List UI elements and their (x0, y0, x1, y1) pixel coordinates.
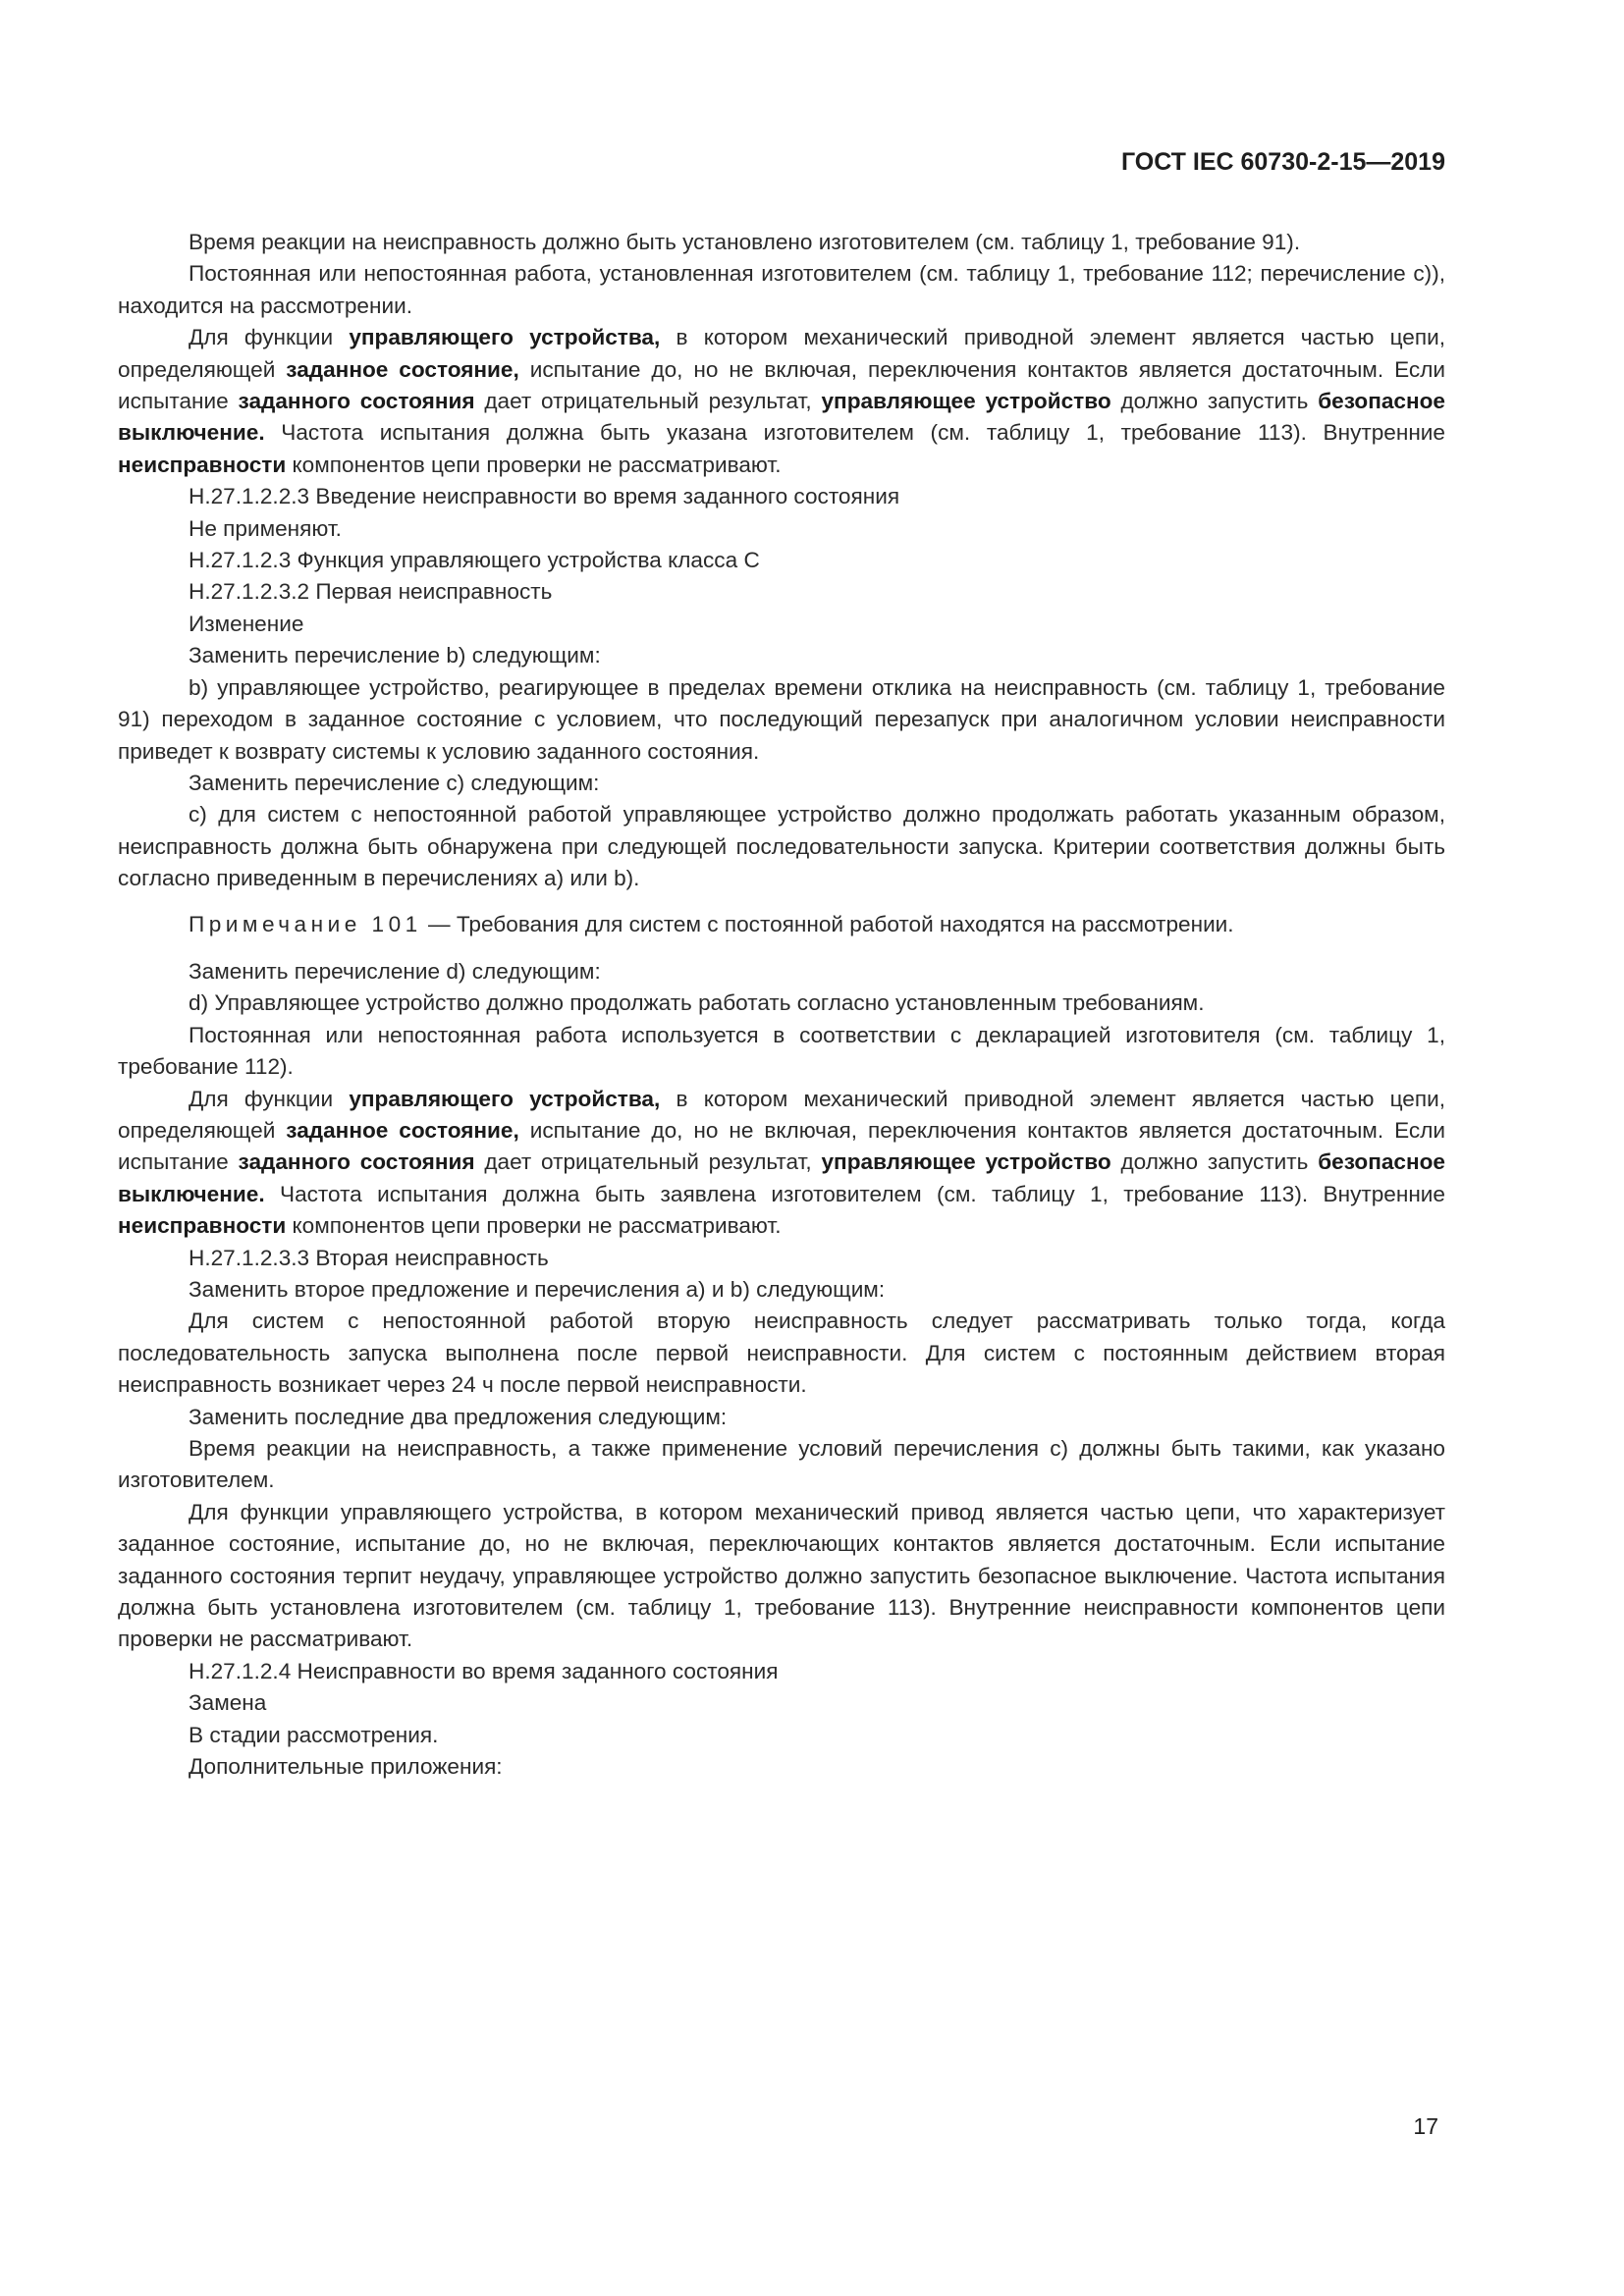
term-control: управляющее устройство (821, 1149, 1111, 1175)
text-run: Для функции (189, 325, 350, 350)
term-defined-state: заданного состояния (238, 389, 475, 414)
clause-heading: Н.27.1.2.2.3 Введение неисправности во время заданного состояния (189, 484, 900, 509)
text-run: дает отрицательный результат, (474, 389, 822, 414)
paragraph: Заменить последние два предложения следующим: (189, 1404, 728, 1429)
paragraph: Заменить перечисление с) следующим: (189, 770, 600, 795)
term-safe-shutdown: безопасное выключение. (118, 389, 1446, 446)
paragraph: Не применяют. (189, 515, 342, 541)
term-faults: неисправности (118, 452, 287, 477)
paragraph: Заменить перечисление d) следующим: (189, 958, 601, 984)
clause-heading: Н.27.1.2.3 Функция управляющего устройства класса С (189, 548, 760, 573)
term-defined-state: заданного состояния (238, 1149, 475, 1175)
term-control: управляющего устройства, (349, 1086, 661, 1111)
paragraph: Постоянная или непостоянная работа используется в соответствии с декларацией изготовителя (см. таблицу 1, требование 112). (118, 1022, 1445, 1080)
text-run: компонентов цепи проверки не рассматривают. (286, 1213, 782, 1239)
paragraph: Для систем с непостоянной работой вторую неисправность следует рассматривать только тогда, когда последовательность запуска выполнена после первой неисправности. Для систем с постоянным действием вторая неисправность возникает через 24 ч после первой неисправности. (118, 1308, 1445, 1398)
text-run: Частота испытания должна быть указана изготовителем (см. таблицу 1, требование 113). Внутренние (264, 420, 1445, 446)
term-control: управляющего устройства, (349, 325, 661, 350)
text-run: в котором механический приводной элемент является частью цепи, определяющей (118, 1086, 1446, 1143)
list-item-b: b) управляющее устройство, реагирующее в пределах времени отклика на неисправность (см. таблицу 1, требование 91) переходом в заданное состояние с условием, что последующий перезапуск при аналогичном условии неисправности приведет к возврату системы к условию заданного состояния. (118, 674, 1445, 764)
paragraph: Для функции управляющего устройства, в котором механический привод является частью цепи, что характеризует заданное состояние, испытание до, но не включая, переключающих контактов является достаточным. Если испытание заданного состояния терпит неудачу, управляющее устройство должно запустить безопасное выключение. Частота испытания должна быть установлена изготовителем (см. таблицу 1, требование 113). Внутренние неисправности компонентов цепи проверки не рассматривают. (118, 1499, 1445, 1652)
list-item-d: d) Управляющее устройство должно продолжать работать согласно установленным требованиям. (189, 990, 1205, 1016)
paragraph: Заменить второе предложение и перечисления а) и b) следующим: (189, 1277, 886, 1302)
paragraph: Замена (189, 1690, 267, 1716)
standard-designation: ГОСТ IEC 60730-2-15—2019 (1120, 148, 1445, 176)
paragraph: Изменение (189, 611, 304, 636)
paragraph-fault-reaction-time: Время реакции на неисправность должно быть установлено изготовителем (см. таблицу 1, требование 91). (189, 230, 1301, 254)
text-run: Частота испытания должна быть заявлена изготовителем (см. таблицу 1, требование 113). Внутренние (264, 1181, 1445, 1206)
note-101 (118, 909, 1445, 940)
text-run: испытание до, но не включая, переключения контактов является достаточным. Если испытание (118, 356, 1445, 414)
text-run: в котором механический приводной элемент является частью цепи, определяющей (118, 325, 1446, 382)
paragraph-actuating-member-test (118, 1084, 1445, 1243)
paragraph: Заменить перечисление b) следующим: (189, 643, 601, 668)
paragraph: В стадии рассмотрения. (189, 1722, 439, 1747)
term-control: управляющее устройство (821, 389, 1111, 414)
paragraph: Время реакции на неисправность, а также применение условий перечисления с) должны быть такими, как указано изготовителем. (118, 1436, 1445, 1493)
term-defined-state: заданное состояние, (286, 356, 519, 382)
text-run: должно запустить (1110, 389, 1319, 414)
text-run: дает отрицательный результат, (474, 1149, 822, 1175)
list-item-c: с) для систем с непостоянной работой управляющее устройство должно продолжать работать указанным образом, неисправность должна быть обнаружена при следующей последовательности запуска. Критерии соответствия должны быть согласно приведенным в перечислениях а) или b). (118, 802, 1445, 891)
term-defined-state: заданное состояние, (286, 1117, 519, 1143)
paragraph: Дополнительные приложения: (189, 1754, 503, 1780)
paragraph-actuating-member-test (118, 322, 1445, 481)
term-faults: неисправности (118, 1213, 287, 1239)
text-run: должно запустить (1110, 1149, 1319, 1175)
note-text: — Требования для систем с постоянной работой находятся на рассмотрении. (421, 911, 1234, 936)
paragraph-operation-mode: Постоянная или непостоянная работа, установленная изготовителем (см. таблицу 1, требование 112; перечисление с)), находится на рассмотрении. (118, 261, 1445, 318)
text-run: испытание до, но не включая, переключения контактов является достаточным. Если испытание (118, 1117, 1445, 1175)
clause-heading: Н.27.1.2.3.2 Первая неисправность (189, 579, 553, 605)
term-safe-shutdown: безопасное выключение. (118, 1149, 1446, 1206)
page-number: 17 (1413, 2113, 1438, 2139)
document-body (118, 227, 1445, 1784)
clause-heading: Н.27.1.2.4 Неисправности во время заданного состояния (189, 1658, 779, 1683)
text-run: компонентов цепи проверки не рассматривают. (286, 452, 782, 477)
note-label: Примечание 101 (189, 911, 422, 936)
text-run: Для функции (189, 1086, 350, 1111)
clause-heading: Н.27.1.2.3.3 Вторая неисправность (189, 1245, 549, 1270)
